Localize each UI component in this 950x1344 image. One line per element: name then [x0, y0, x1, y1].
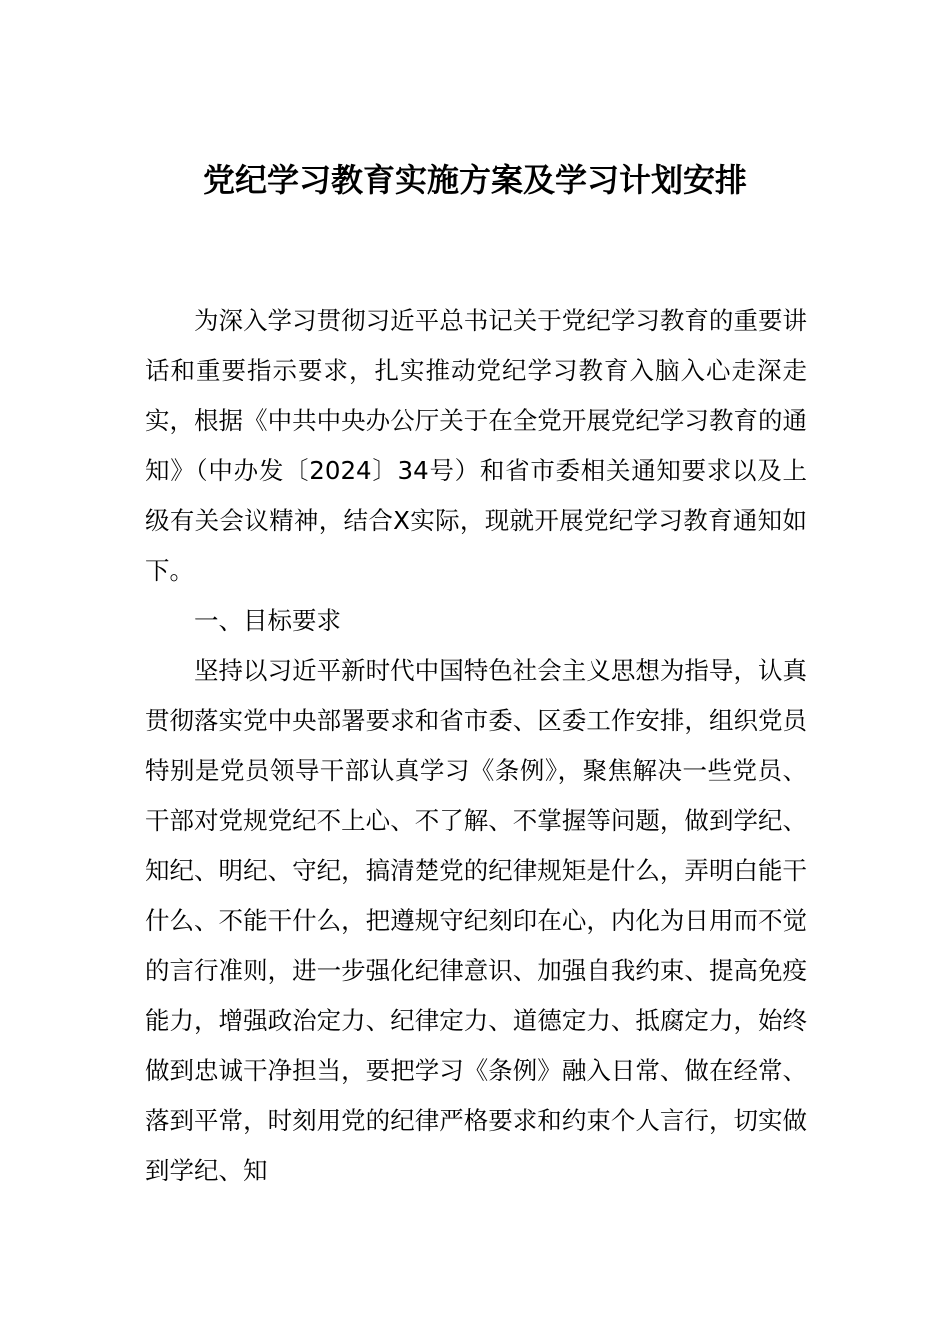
document-body — [145, 296, 807, 1196]
section-heading: 一、目标要求 — [194, 606, 341, 635]
document-title: 党纪学习教育实施方案及学习计划安排 — [202, 161, 747, 199]
goals-paragraph: 坚持以习近平新时代中国特色社会主义思想为指导，认真贯彻落实党中央部署要求和省市委、区委工作安排，组织党员特别是党员领导干部认真学习《条例》，聚焦解决一些党员、干部对党规党纪不上心、不了解、不掌握等问题，做到学纪、知纪、明纪、守纪，搞清楚党的纪律规矩是什么，弄明白能干什么、不能干什么，把遵规守纪刻印在心，内化为日用而不觉的言行准则，进一步强化纪律意识、加强自我约束、提高免疫能力，增强政治定力、纪律定力、道德定力、抵腐定力，始终做到忠诚干净担当，要把学习《条例》融入日常、做在经常、落到平常，时刻用党的纪律严格要求和约束个人言行，切实做到学纪、知 — [145, 656, 807, 1185]
intro-paragraph: 为深入学习贯彻习近平总书记关于党纪学习教育的重要讲话和重要指示要求，扎实推动党纪学习教育入脑入心走深走实，根据《中共中央办公厅关于在全党开展党纪学习教育的通知》（中办发〔2024〕34号）和省市委相关通知要求以及上级有关会议精神，结合X实际，现就开展党纪学习教育通知如下。 — [145, 306, 807, 585]
